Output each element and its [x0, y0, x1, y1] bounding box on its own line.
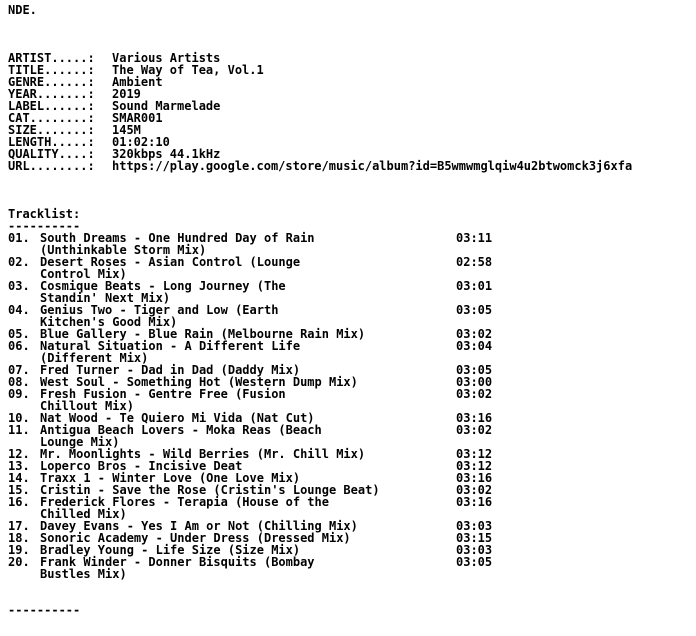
track-number: 17. [8, 519, 30, 533]
track-row [8, 556, 696, 580]
track-duration: 03:05 [456, 303, 493, 317]
info-key: SIZE.......: [8, 123, 95, 137]
track-number: 07. [8, 363, 30, 377]
info-value: 145M [112, 123, 141, 137]
track-number: 09. [8, 387, 30, 401]
info-value: 2019 [112, 87, 141, 101]
info-key: LENGTH.....: [8, 135, 95, 149]
track-row [8, 280, 696, 304]
track-duration: 03:00 [456, 375, 493, 389]
track-title [40, 304, 456, 328]
track-duration: 03:16 [456, 495, 493, 509]
track-title-line: Davey Evans - Yes I Am or Not (Chilling Mix) [40, 519, 358, 533]
track-title-line: Loperco Bros - Incisive Deat [40, 459, 243, 473]
info-row [8, 160, 696, 172]
info-key: LABEL......: [8, 99, 95, 113]
track-duration: 03:05 [456, 363, 493, 377]
track-duration: 03:03 [456, 519, 493, 533]
track-title [40, 256, 456, 280]
tracklist [8, 232, 696, 580]
track-duration: 03:11 [456, 231, 493, 245]
track-row [8, 388, 696, 412]
track-duration: 03:16 [456, 411, 493, 425]
track-row [8, 496, 696, 520]
track-number: 18. [8, 531, 30, 545]
track-title-line: Control Mix) [40, 267, 127, 281]
track-title-line: Fresh Fusion - Gentre Free (Fusion [40, 387, 286, 401]
track-title [40, 340, 456, 364]
track-duration: 03:02 [456, 387, 493, 401]
track-title-line: (Unthinkable Storm Mix) [40, 243, 207, 257]
track-number: 04. [8, 303, 30, 317]
track-number: 06. [8, 339, 30, 353]
track-title-line: Mr. Moonlights - Wild Berries (Mr. Chill Mix) [40, 447, 366, 461]
track-number: 13. [8, 459, 30, 473]
track-title-line: Desert Roses - Asian Control (Lounge [40, 255, 301, 269]
track-duration: 03:12 [456, 459, 493, 473]
info-key: GENRE......: [8, 75, 95, 89]
track-title-line: Fred Turner - Dad in Dad (Daddy Mix) [40, 363, 301, 377]
track-title-line: Natural Situation - A Different Life [40, 339, 301, 353]
track-title-line: Blue Gallery - Blue Rain (Melbourne Rain Mix) [40, 327, 366, 341]
track-title-line: Nat Wood - Te Quiero Mi Vida (Nat Cut) [40, 411, 315, 425]
track-title [40, 388, 456, 412]
track-row [8, 424, 696, 448]
track-title [40, 232, 456, 256]
track-title-line: Chillout Mix) [40, 399, 134, 413]
track-title-line: Sonoric Academy - Under Dress (Dressed Mix) [40, 531, 351, 545]
track-duration: 03:16 [456, 471, 493, 485]
track-title-line: Cosmique Beats - Long Journey (The [40, 279, 286, 293]
track-title-line: Cristin - Save the Rose (Cristin's Lounge Beat) [40, 483, 380, 497]
track-number: 19. [8, 543, 30, 557]
track-title [40, 280, 456, 304]
track-title-line: Traxx 1 - Winter Love (One Love Mix) [40, 471, 301, 485]
track-number: 05. [8, 327, 30, 341]
track-duration: 03:12 [456, 447, 493, 461]
track-title [40, 424, 456, 448]
info-key: TITLE......: [8, 63, 95, 77]
info-key: ARTIST.....: [8, 51, 95, 65]
track-title-line: Antigua Beach Lovers - Moka Reas (Beach [40, 423, 322, 437]
track-number: 15. [8, 483, 30, 497]
track-duration: 02:58 [456, 255, 493, 269]
track-duration: 03:05 [456, 555, 493, 569]
info-key: QUALITY....: [8, 147, 95, 161]
tracklist-underline: ---------- [8, 219, 81, 233]
track-number: 14. [8, 471, 30, 485]
info-key: URL........: [8, 159, 95, 173]
track-number: 02. [8, 255, 30, 269]
track-duration: 03:04 [456, 339, 493, 353]
release-info [8, 52, 696, 172]
track-row [8, 304, 696, 328]
track-title-line: Lounge Mix) [40, 435, 120, 449]
track-duration: 03:02 [456, 423, 493, 437]
track-duration: 03:02 [456, 327, 493, 341]
track-number: 11. [8, 423, 30, 437]
info-value: SMAR001 [112, 111, 163, 125]
info-value: The Way of Tea, Vol.1 [112, 63, 264, 77]
info-value: Ambient [112, 75, 163, 89]
info-value: Various Artists [112, 51, 221, 65]
info-value: Sound Marmelade [112, 99, 221, 113]
track-title-line: Frederick Flores - Terapia (House of the [40, 495, 329, 509]
track-row [8, 256, 696, 280]
track-number: 08. [8, 375, 30, 389]
track-duration: 03:02 [456, 483, 493, 497]
track-duration: 03:15 [456, 531, 493, 545]
track-title-line: Kitchen's Good Mix) [40, 315, 178, 329]
track-title-line: Frank Winder - Donner Bisquits (Bombay [40, 555, 315, 569]
track-number: 16. [8, 495, 30, 509]
track-title-line: Bustles Mix) [40, 567, 127, 581]
track-duration: 03:03 [456, 543, 493, 557]
footer-underline: ---------- [8, 603, 81, 617]
track-number: 03. [8, 279, 30, 293]
track-title [40, 496, 456, 520]
track-number: 10. [8, 411, 30, 425]
track-title-line: West Soul - Something Hot (Western Dump Mix) [40, 375, 358, 389]
track-title-line: Bradley Young - Life Size (Size Mix) [40, 543, 301, 557]
track-title-line: Genius Two - Tiger and Low (Earth [40, 303, 279, 317]
track-number: 20. [8, 555, 30, 569]
info-key: CAT........: [8, 111, 95, 125]
header-text: NDE. [8, 3, 37, 17]
track-row [8, 340, 696, 364]
track-row [8, 232, 696, 256]
info-key: YEAR.......: [8, 87, 95, 101]
track-number: 12. [8, 447, 30, 461]
track-title-line: South Dreams - One Hundred Day of Rain [40, 231, 315, 245]
track-title-line: (Different Mix) [40, 351, 149, 365]
info-value: 01:02:10 [112, 135, 170, 149]
track-number: 01. [8, 231, 30, 245]
info-value: 320kbps 44.1kHz [112, 147, 221, 161]
track-title-line: Chilled Mix) [40, 507, 127, 521]
tracklist-heading: Tracklist: [8, 207, 81, 221]
track-title [40, 556, 456, 580]
track-duration: 03:01 [456, 279, 493, 293]
track-title-line: Standin' Next Mix) [40, 291, 171, 305]
info-value: https://play.google.com/store/music/album?id=B5wmwmglqiw4u2btwomck3j6xfa [112, 159, 633, 173]
